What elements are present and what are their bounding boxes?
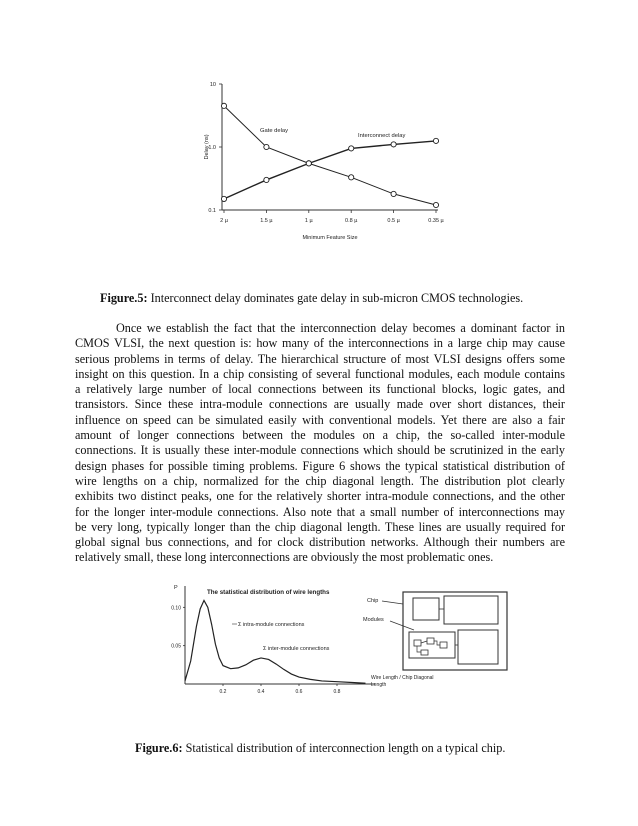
paragraph-line: a relatively large number of local connections between its functional blocks, logic gates, and	[75, 382, 565, 397]
interconnect-delay-point	[349, 146, 354, 151]
x-axis-label: Minimum Feature Size	[302, 235, 358, 241]
figure6-marks	[185, 600, 366, 683]
paragraph-line: insight on this question. In a chip consisting of several functional modules, each module contains	[75, 366, 565, 381]
logic-gate	[414, 640, 421, 646]
chart-title: The statistical distribution of wire lengths	[207, 589, 330, 596]
x-tick-label: 0.6	[295, 689, 303, 695]
interconnect-delay-point	[433, 138, 438, 143]
y-axis-label: P	[174, 585, 178, 591]
local-wire	[421, 641, 427, 643]
logic-gate	[427, 638, 434, 644]
figure5-marks	[221, 103, 438, 207]
paragraph-line: design phases for possible timing problems. Figure 6 shows the typical statistical distribution of	[75, 458, 565, 473]
logic-gate	[421, 650, 428, 655]
module-block	[458, 630, 498, 664]
paragraph-line: for the longer inter-module connections. Also note that a small number of interconnections may	[75, 504, 565, 519]
gate-delay-point	[433, 202, 438, 207]
local-wire	[417, 646, 421, 652]
figure5-axes	[204, 82, 445, 241]
figure5-caption-text: Interconnect delay dominates gate delay in sub-micron CMOS technologies.	[147, 291, 524, 305]
x-axis-label: Wire Length / Chip Diagonal	[371, 675, 434, 681]
gate-delay-point	[391, 191, 396, 196]
figure6-caption-text: Statistical distribution of interconnection length on a typical chip.	[182, 741, 506, 755]
chip-diagram	[363, 592, 507, 670]
y-tick-label: 1.0	[208, 145, 216, 151]
x-tick-label: 0.8 µ	[345, 218, 358, 224]
figure6-axes	[171, 585, 433, 695]
interconnect-delay-point	[221, 196, 226, 201]
chip-label: Chip	[367, 598, 379, 604]
y-tick-label: 0.1	[208, 208, 216, 214]
x-tick-label: 2 µ	[220, 218, 228, 224]
paragraph-line: amount of longer connections between the modules on a chip, the so-called inter-module	[75, 428, 565, 443]
x-tick-label: 1.5 µ	[260, 218, 273, 224]
paragraph-line: connections. It is usually these inter-module connections which should be scrutinized in the early	[75, 443, 565, 458]
x-tick-label: 0.8	[333, 689, 341, 695]
figure5-caption-label: Figure.5:	[100, 291, 148, 305]
x-tick-label: 0.35 µ	[428, 218, 444, 224]
x-tick-label: 0.2	[219, 689, 227, 695]
paragraph-line: serious problems in terms of delay. The hierarchical structure of most VLSI designs offers some	[75, 351, 565, 366]
paragraph-line: wire lengths on a chip, normalized for the chip diagonal length. The distribution plot clearly	[75, 473, 565, 488]
x-tick-label: 0.4	[257, 689, 265, 695]
figure6-caption-label: Figure.6:	[135, 741, 183, 755]
modules-pointer	[390, 621, 414, 630]
paragraph-line: transistors. Since these intra-module connections are usually made over short distances, their	[75, 397, 565, 412]
y-tick-label: 10	[209, 82, 216, 88]
y-axis-label: Delay (ns)	[204, 134, 210, 160]
figure5-caption	[100, 291, 523, 306]
interconnect-delay-point	[391, 142, 396, 147]
distribution-curve	[185, 600, 366, 683]
gate-delay-point	[264, 144, 269, 149]
figure6-caption	[135, 741, 505, 756]
interconnect-delay-point	[306, 161, 311, 166]
module-block	[413, 598, 439, 620]
paragraph-line: be very long, typically longer than the chip diagonal length. These lines are usually required for	[75, 519, 565, 534]
interconnect-delay-point	[264, 177, 269, 182]
paragraph-line: global signal bus connections, and for clock distribution networks. Although their numbers are	[75, 535, 565, 550]
modules-label: Modules	[363, 617, 384, 623]
figure5-chart	[180, 70, 460, 260]
logic-gate	[440, 642, 447, 648]
intra-module-annotation: Σ intra-module connections	[238, 622, 305, 628]
figure6-chart	[165, 580, 535, 696]
module-block	[444, 596, 498, 624]
paragraph-line: CMOS VLSI, the next question is: how many of the interconnections in a large chip may cause	[75, 336, 565, 351]
gate-delay-point	[221, 103, 226, 108]
inter-module-annotation: Σ inter-module connections	[263, 646, 330, 652]
y-tick-label: 0.10	[171, 605, 181, 612]
body-paragraph	[75, 321, 565, 566]
local-wire	[434, 641, 440, 645]
x-tick-label: 1 µ	[304, 218, 313, 224]
gate-delay-annotation: Gate delay	[260, 128, 289, 134]
paragraph-line: relatively small, these long interconnections are obviously the most problematic ones.	[75, 550, 494, 565]
module-block	[409, 632, 455, 658]
paragraph-line: influence on speed can be simulated easily with conventional models. Yet there are also a fair	[75, 412, 565, 427]
paragraph-line: Once we establish the fact that the interconnection delay becomes a dominant factor in	[116, 321, 565, 335]
x-axis-label-cont: Length	[371, 682, 387, 688]
x-tick-label: 0.5 µ	[387, 218, 400, 224]
gate-delay-point	[349, 175, 354, 180]
chip-pointer	[382, 601, 403, 604]
paragraph-line: exhibits two distinct peaks, one for the relatively shorter intra-module connections, and the other	[75, 489, 565, 504]
interconnect-delay-annotation: Interconnect delay	[358, 133, 406, 139]
y-tick-label: 0.05	[171, 643, 181, 650]
